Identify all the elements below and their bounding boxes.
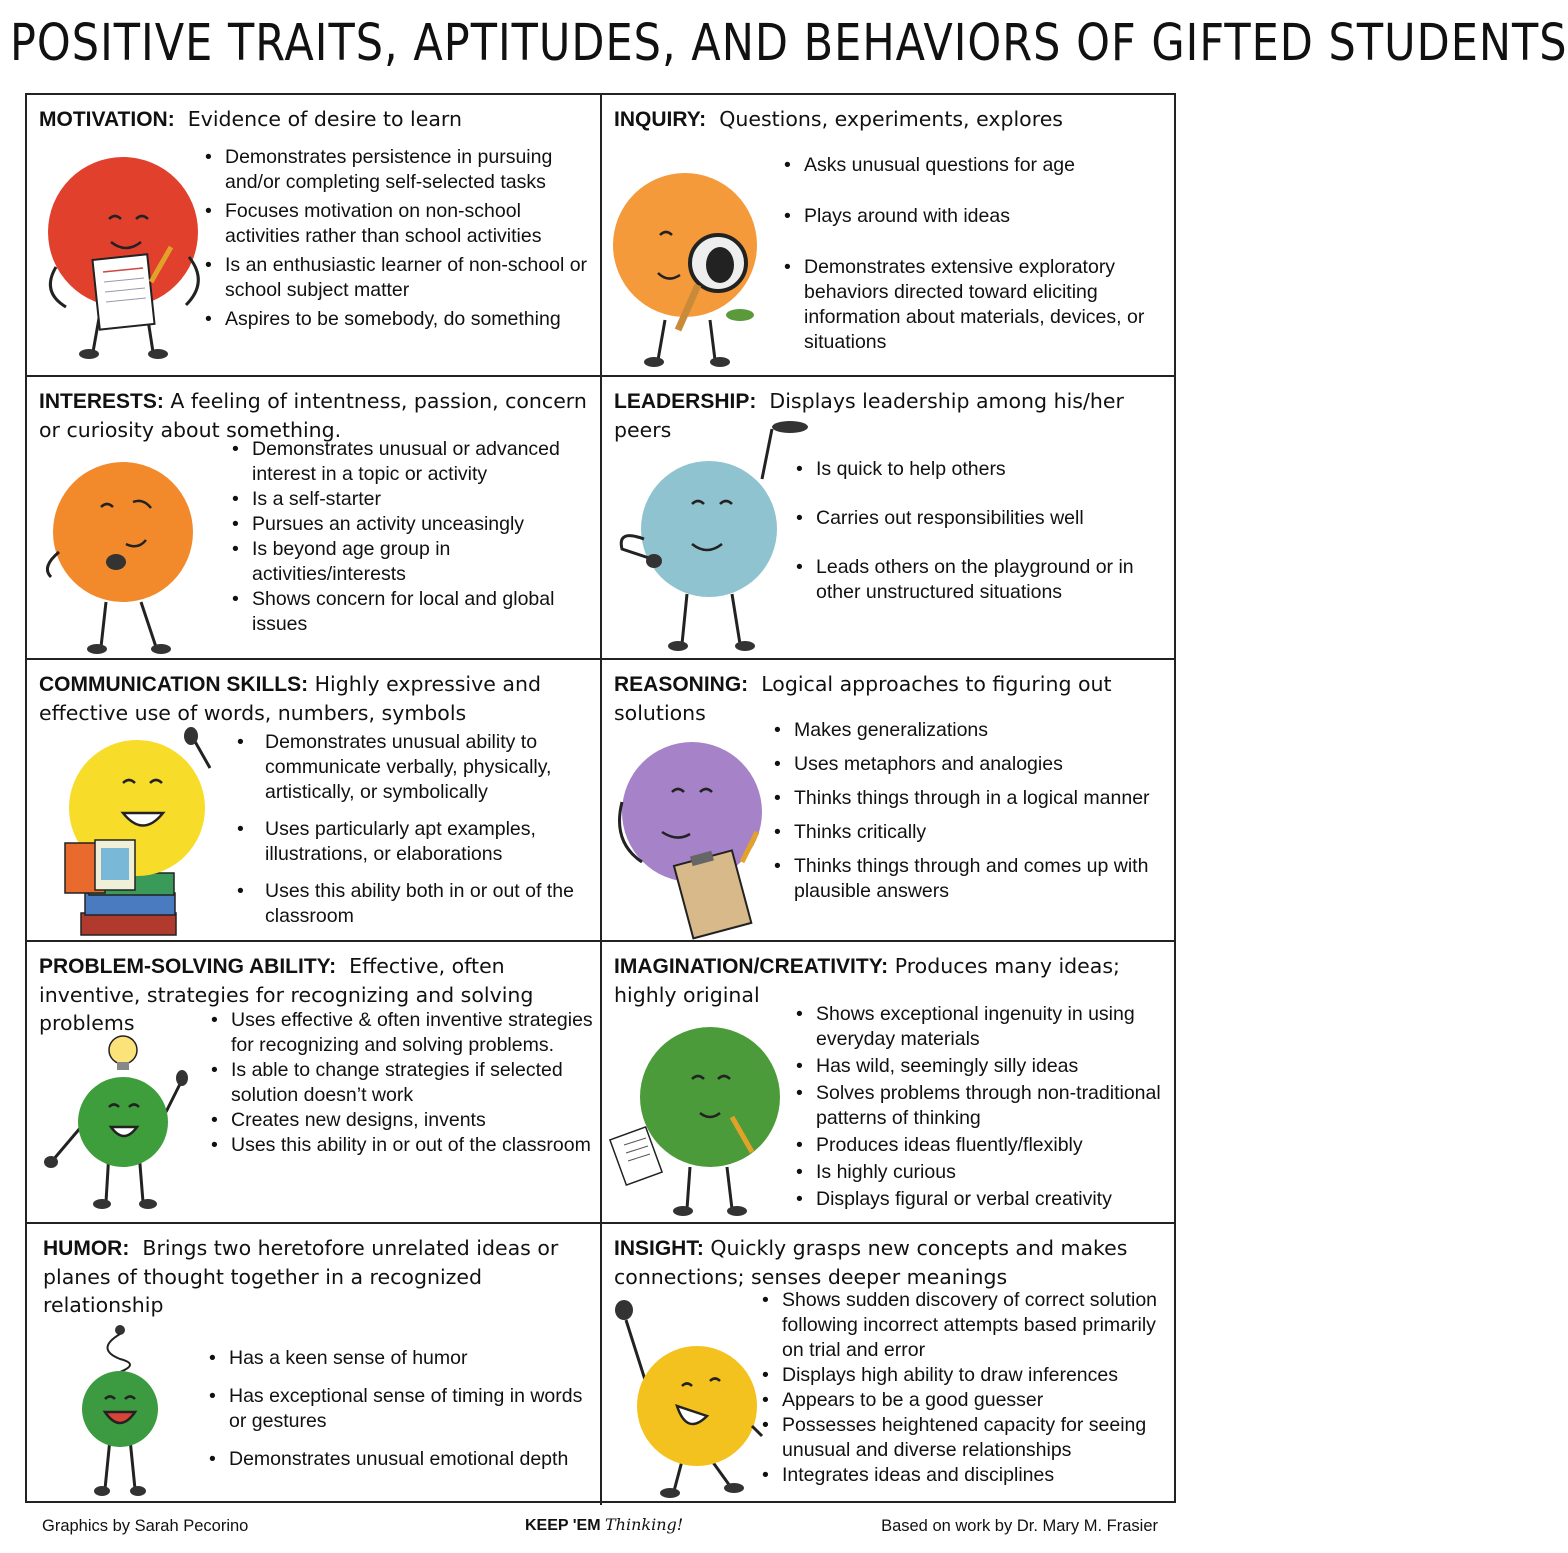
section-description: Questions, experiments, explores bbox=[719, 107, 1063, 131]
list-item: • Uses particularly apt examples, illustrations, or elaborations bbox=[235, 817, 595, 867]
section-insight bbox=[602, 1224, 1176, 1505]
list-item: • Uses metaphors and analogies bbox=[772, 752, 1167, 777]
section-interests bbox=[27, 377, 602, 660]
section-description: Effective, often inventive, strategies for recognizing and solving problems bbox=[39, 954, 534, 1035]
list-item: • Demonstrates extensive exploratory behaviors directed toward eliciting information about materials, devices, or situations bbox=[782, 255, 1162, 355]
section-description: Logical approaches to figuring out solutions bbox=[614, 672, 1112, 725]
section-leadership bbox=[602, 377, 1176, 660]
section-heading bbox=[43, 1234, 588, 1319]
list-item: • Is able to change strategies if selected solution doesn’t work bbox=[209, 1058, 597, 1108]
section-heading bbox=[39, 670, 588, 727]
list-item: • Demonstrates unusual ability to communicate verbally, physically, artistically, or symbolically bbox=[235, 730, 595, 805]
list-item: • Thinks things through in a logical manner bbox=[772, 786, 1167, 811]
section-description: Evidence of desire to learn bbox=[187, 107, 462, 131]
section-heading bbox=[614, 952, 1164, 1009]
character-body bbox=[82, 1371, 158, 1447]
leadership-character-illustration bbox=[612, 419, 812, 654]
trait-list bbox=[760, 1288, 1172, 1488]
section-label: INSIGHT: bbox=[614, 1237, 704, 1260]
problem-solving-character-illustration bbox=[41, 1032, 211, 1222]
section-description: Brings two heretofore unrelated ideas or planes of thought together in a recognized relationship bbox=[43, 1236, 559, 1317]
trait-list bbox=[230, 437, 595, 637]
inquiry-character-illustration bbox=[610, 155, 780, 370]
section-description: A feeling of intentness, passion, concern or curiosity about something. bbox=[39, 389, 587, 442]
list-item: • Shows sudden discovery of correct solution following incorrect attempts based primarily on trial and error bbox=[760, 1288, 1172, 1363]
list-item: • Has a keen sense of humor bbox=[207, 1346, 592, 1371]
page-title: POSITIVE TRAITS, APTITUDES, AND BEHAVIORS OF GIFTED STUDENTS bbox=[10, 14, 1568, 73]
character-body bbox=[641, 461, 777, 597]
logo-text-script: Thinking! bbox=[604, 1515, 684, 1534]
section-heading bbox=[39, 105, 588, 134]
list-item: • Shows exceptional ingenuity in using everyday materials bbox=[794, 1002, 1169, 1052]
list-item: • Aspires to be somebody, do something bbox=[203, 307, 595, 332]
list-item: • Creates new designs, invents bbox=[209, 1108, 597, 1133]
section-label: LEADERSHIP: bbox=[614, 390, 757, 413]
trait-list bbox=[794, 457, 1164, 605]
section-heading bbox=[614, 1234, 1164, 1291]
communication-character-illustration bbox=[45, 728, 230, 938]
trait-list bbox=[209, 1008, 597, 1158]
humor-character-illustration bbox=[65, 1324, 175, 1499]
list-item: • Displays figural or verbal creativity bbox=[794, 1187, 1169, 1212]
trait-list bbox=[203, 145, 595, 332]
section-reasoning bbox=[602, 660, 1176, 942]
list-item: • Asks unusual questions for age bbox=[782, 153, 1162, 178]
list-item: • Focuses motivation on non-school activities rather than school activities bbox=[203, 199, 595, 249]
list-item: • Appears to be a good guesser bbox=[760, 1388, 1172, 1413]
list-item: • Produces ideas fluently/flexibly bbox=[794, 1133, 1169, 1158]
list-item: • Is quick to help others bbox=[794, 457, 1164, 482]
character-body bbox=[637, 1346, 757, 1466]
list-item: • Shows concern for local and global issues bbox=[230, 587, 595, 637]
character-body bbox=[78, 1077, 168, 1167]
section-heading bbox=[39, 387, 588, 444]
list-item: • Is beyond age group in activities/interests bbox=[230, 537, 595, 587]
list-item: • Integrates ideas and disciplines bbox=[760, 1463, 1172, 1488]
section-problem-solving-ability bbox=[27, 942, 602, 1224]
section-label: PROBLEM-SOLVING ABILITY: bbox=[39, 955, 337, 978]
section-heading bbox=[614, 105, 1164, 134]
list-item: • Displays high ability to draw inferences bbox=[760, 1363, 1172, 1388]
section-label: COMMUNICATION SKILLS: bbox=[39, 673, 309, 696]
section-imagination-creativity bbox=[602, 942, 1176, 1224]
section-label: REASONING: bbox=[614, 673, 749, 696]
keep-em-thinking-logo bbox=[525, 1515, 700, 1535]
list-item: • Uses this ability both in or out of the classroom bbox=[235, 879, 595, 929]
list-item: • Uses this ability in or out of the classroom bbox=[209, 1133, 597, 1158]
section-label: MOTIVATION bbox=[39, 108, 168, 131]
character-body bbox=[640, 1027, 780, 1167]
section-label: INTERESTS: bbox=[39, 390, 164, 413]
list-item: • Carries out responsibilities well bbox=[794, 506, 1164, 531]
source-credit: Based on work by Dr. Mary M. Frasier bbox=[881, 1517, 1158, 1535]
section-label: INQUIRY: bbox=[614, 108, 707, 131]
list-item: • Is highly curious bbox=[794, 1160, 1169, 1185]
trait-list bbox=[772, 718, 1167, 904]
section-label: HUMOR: bbox=[43, 1237, 130, 1260]
reasoning-character-illustration bbox=[612, 732, 792, 937]
graphics-credit: Graphics by Sarah Pecorino bbox=[42, 1517, 249, 1535]
trait-list bbox=[794, 1002, 1169, 1212]
list-item: • Has wild, seemingly silly ideas bbox=[794, 1054, 1169, 1079]
list-item: • Makes generalizations bbox=[772, 718, 1167, 743]
section-humor bbox=[27, 1224, 602, 1505]
trait-list bbox=[782, 153, 1162, 355]
section-inquiry bbox=[602, 95, 1176, 377]
section-description: Produces many ideas; highly original bbox=[614, 954, 1120, 1007]
list-item: • Is an enthusiastic learner of non-school or school subject matter bbox=[203, 253, 595, 303]
list-item: • Thinks critically bbox=[772, 820, 1167, 845]
section-communication-skills bbox=[27, 660, 602, 942]
list-item: • Leads others on the playground or in other unstructured situations bbox=[794, 555, 1164, 605]
traits-grid bbox=[25, 93, 1176, 1503]
list-item: • Has exceptional sense of timing in words or gestures bbox=[207, 1384, 592, 1434]
list-item: • Demonstrates unusual or advanced interest in a topic or activity bbox=[230, 437, 595, 487]
section-description: Quickly grasps new concepts and makes connections; senses deeper meanings bbox=[614, 1236, 1128, 1289]
list-item: • Pursues an activity unceasingly bbox=[230, 512, 595, 537]
list-item: • Thinks things through and comes up with plausible answers bbox=[772, 854, 1167, 904]
list-item: • Solves problems through non-traditional patterns of thinking bbox=[794, 1081, 1169, 1131]
list-item: • Plays around with ideas bbox=[782, 204, 1162, 229]
trait-list bbox=[207, 1346, 592, 1472]
imagination-character-illustration bbox=[612, 1017, 797, 1217]
section-description: Displays leadership among his/her peers bbox=[614, 389, 1124, 442]
section-label: IMAGINATION/CREATIVITY: bbox=[614, 955, 889, 978]
list-item: • Demonstrates persistence in pursuing and/or completing self-selected tasks bbox=[203, 145, 595, 195]
character-body bbox=[53, 462, 193, 602]
motivation-character-illustration bbox=[41, 147, 211, 367]
logo-text-primary: KEEP 'EM bbox=[525, 1517, 601, 1534]
list-item: • Uses effective & often inventive strategies for recognizing and solving problems. bbox=[209, 1008, 597, 1058]
insight-character-illustration bbox=[612, 1296, 772, 1501]
interests-character-illustration bbox=[41, 452, 211, 657]
section-label-colon: : bbox=[167, 108, 175, 131]
list-item: • Demonstrates unusual emotional depth bbox=[207, 1447, 592, 1472]
list-item: • Possesses heightened capacity for seeing unusual and diverse relationships bbox=[760, 1413, 1172, 1463]
section-motivation bbox=[27, 95, 602, 377]
trait-list bbox=[235, 730, 595, 929]
list-item: • Is a self-starter bbox=[230, 487, 595, 512]
section-description: Highly expressive and effective use of words, numbers, symbols bbox=[39, 672, 541, 725]
